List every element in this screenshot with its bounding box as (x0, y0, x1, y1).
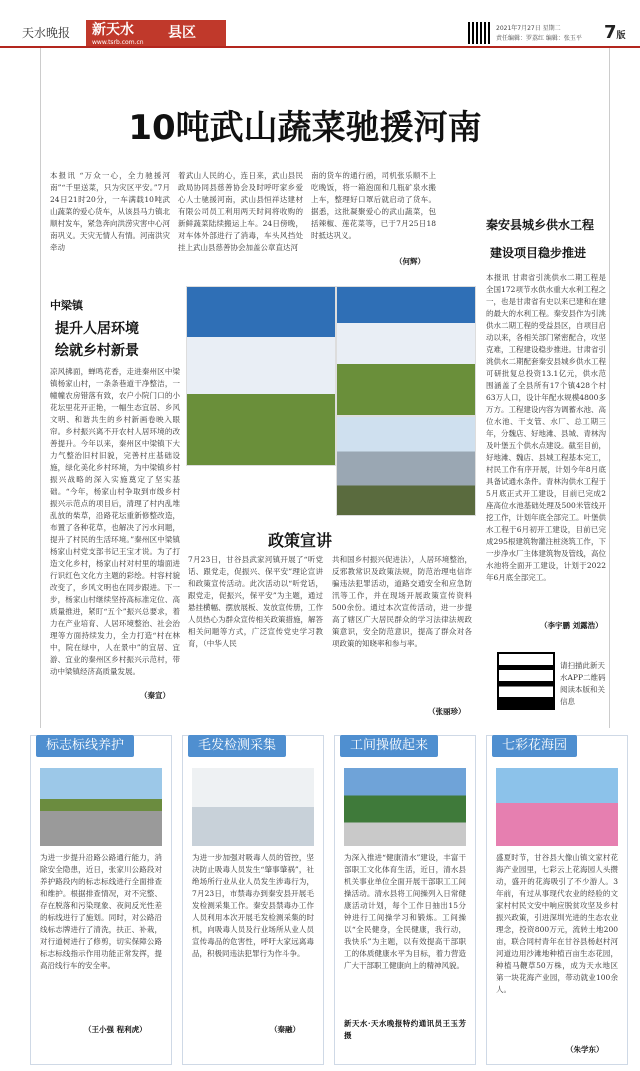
date-line: 2021年7月27日 星期二 (496, 25, 561, 32)
left-story-author: （秦宣） (140, 691, 170, 700)
brand-url: www.tsrb.com.cn (92, 39, 144, 46)
brand-name: 新天水 (92, 22, 134, 38)
left-story-body: 凉风拂面，蝉鸣花香，走进秦州区中梁镇杨家山村，一条条巷道干净整洁，一幢幢农房错落有致，农户小院门口的小花坛里花开正艳，一幅生态宜居、乡风文明、和谐共生的乡村新画卷映入眼帘。乡村振兴离不开农村人居环境的改善提升。今年以来，秦州区中梁镇下大力气整治旧村旧貌，完善村庄基础设施，绿化美化乡村环境，为中梁镇乡村振兴战略的深入实施奠定了坚实基础。“今年，杨家山村争取到市级乡村振兴示范点的项目后，清理了村内乱堆乱放的柴草，沿路花坛重新修整改造，布置了各种花草，也解决了污水问题，提升了村民的生活环境。”秦州区中梁镇杨家山村党支部书记王宝才说。为了打造文化乡村，杨家山村对村里的墙面进行识红色文化方主题的彩绘。村容村貌改变了，乡风文明也在同步跟进。下一步，杨家山村继续坚持高标准定位、高质量推进，紧盯“五个”振兴总要求，着力在产业培育、人居环境整治、社会治理等方面持续发力，全力打造“村在林中，院在绿中，人在景中”的宜居、宜游、宜业的秦州区乡村振兴示范村，带动中梁镇经济高质量发展。 (50, 367, 180, 676)
box1-tag: 标志标线养护 (36, 735, 134, 757)
right-story-title2: 建设项目稳步推进 (490, 246, 587, 260)
box4-tag: 七彩花海园 (492, 735, 577, 757)
box4-body: 盛夏时节，甘谷县大像山镇文家村花海产业园里，七彩云上花海园人头攒动，盛开的花海吸引了不少游人。3年前，有过从事现代农业的经验的文家村村民文安中响应脱贫攻坚及乡村振兴政策，引进深圳光进的生态农业理念，投资800万元，流转土地200亩，联合同村青年在甘谷县杨赵村河河道边用沙滩地种植百亩生态花园，种植马鞭草50万株，成为天水地区第一块花海产业园，带动就业100余人。 (496, 853, 618, 994)
box3-author: 新天水·天水晚报特约通讯员王玉芳 摄 (344, 1019, 466, 1040)
right-story-body: 本报讯 甘肃省引洮供水二期工程是全国172项节水供水重大水利工程之一，也是甘肃省有史以来已建和在建的最大的水利工程。秦安县作为引洮供水二期工程的受益县区，自项目启动以来，各相关部门紧密配合，攻坚克难，工程建设稳步推进。甘肃省引洮供水二期配套秦安县城乡供水工程可研批复总投资13.1亿元，供水范围涵盖了全县所有17个镇428个村63万人口，设计年配水规模4800多万方。工程建设内容为调蓄水池、高位水池、干支管、水厂、总工期三年，分魏店、好地滩、县城、青林沟及叶堡五个供水点建设。截至目前，好地滩、魏店、县城工程基本完工，村民工作有序开展，计划今年8月底具备试通水条件。青林沟供水工程于5月底正式开工建设，目前已完成2座高位水池基础处理及500米管线开挖工作，计划年底全部完工。叶堡供水工程于6月初开工建设，目前已完成295根建筑物灌注桩浇筑工作，下一步净水厂主体建筑物及管线，高位水池将全面开工建设，计划于2022年6月底全部完工。 (486, 273, 606, 582)
lead-story-col3: 南的货车的通行函，司机张乐顺不上吃晚饭，将一箱泡面和几瓶矿泉水搬上车，整理好口罩后就启动了货车。据悉，这批凝聚爱心的武山蔬菜，包括辣椒、莲花菜等，已于7月25日18时抵达巩义。 (311, 171, 436, 240)
masthead (0, 0, 640, 48)
lead-story-author: （何辉） (395, 257, 425, 266)
issue-meta (496, 24, 582, 44)
paper-name: 天水晚报 (22, 26, 71, 40)
box2-tag: 毛发检测采集 (188, 735, 286, 757)
center-story-col2: 共和国乡村振兴促进法），人居环境整治，反邪教常识及政策法规，防范治理电信诈骗违法犯罪活动，道路交通安全和应急防汛等工作，并在现场开展政策宣传资料500余份。通过本次宣传活动，进一步提高了辖区广大居民群众的学习法律法规政策意识，安全防范意识，提高了群众对各项政策的知晓率和参与率。 (332, 555, 472, 648)
policy-booth-photo (186, 286, 336, 466)
left-story-title1: 提升人居环境 (55, 321, 139, 337)
policy-volunteers-photo (336, 286, 476, 416)
road-photo (40, 768, 162, 846)
editor-line: 责任编辑：罗荔红 编辑：张玉平 (496, 35, 582, 42)
box2-author: （秦融） (270, 1025, 300, 1034)
left-story-kicker: 中梁镇 (50, 299, 83, 312)
lab-photo (192, 768, 314, 846)
box1-author: （王小强 程利虎） (84, 1025, 147, 1034)
brand-logo (86, 20, 226, 46)
qr-note: 请扫描此新天水APP二维码阅读本版和关信息 (560, 661, 606, 706)
center-story-author: （张丽珍） (428, 707, 466, 716)
headline: 10吨武山蔬菜驰援河南 (128, 108, 482, 148)
lead-story-col2: 着武山人民的心，连日来，武山县民政局协同县慈善协会及时呼吁家乡爱心人士驰援河南，武山县恒祥达建材有限公司员工利用两天时间将收购的新鲜蔬菜陆续搬运上车。24日傍晚，对车体外部进行了消毒，车头风挡处挂上武山县慈善协会加盖公章直达河 (178, 171, 303, 252)
right-story-title1: 秦安县城乡供水工程 (486, 218, 595, 232)
box3-tag: 工间操做起来 (340, 735, 438, 757)
policy-crowd-photo (336, 416, 476, 516)
lead-story-col1: 本报讯 “万众一心，全力驰援河南”“千里送菜，只为灾区平安。”7月24日21时20分，一车满载10吨武山蔬菜的爱心货车，从该县马力镇北顺村发车，紧急奔向洪涝灾害中心河南巩义。天灾无情人有情。河南洪灾牵动 (50, 171, 170, 252)
box1-body: 为进一步提升沿路公路通行能力，消除安全隐患，近日，张家川公路段对养护路段内的标志标线进行全面排查和维护。根据排查情况，对不完整、存在脱落和污染现象、夜间反光性差的标线进行了施划。同时，对公路沿线标志牌进行了清洗，扶正、补栽，对行道树进行了修剪，切实保障公路标志标线指示作用功能正常发挥，提高沿线行车的安全率。 (40, 853, 162, 970)
left-story-title2: 绘就乡村新景 (55, 343, 139, 359)
right-story-author: （李宇鹏 刘露浩） (540, 621, 603, 630)
box2-body: 为进一步加强对吸毒人员的管控，坚决防止吸毒人员发生“肇事肇祸”，社绝场所行业从业人员发生涉毒行为，7月23日，市禁毒办到秦安县开展毛发检测采集工作。秦安县禁毒办工作人员利用本次开展毛发检测采集的时机，向吸毒人员及行业场所从业人员宣传毒品的危害性，呼吁大家远离毒品，积极同违法犯罪行为作斗争。 (192, 853, 314, 958)
section-name: 县区 (168, 25, 196, 41)
app-qr-code[interactable] (497, 652, 555, 710)
exercise-photo (344, 768, 466, 846)
center-story-title: 政策宣讲 (268, 531, 333, 550)
flower-photo (496, 768, 618, 846)
box3-body: 为深入推进“健康清水”建设，丰富干部职工文化体育生活，近日，清水县机关事业单位全面开展干部职工工间操活动。清水县将工间操列入日常健康活动计划，每个工作日抽出15分钟进行工间操学习和锻炼。工间操以“全民健身，全民健康，我行动，我快乐”为主题，以有效提高干部职工的体质健康水平为目标，着力营造广大干部职工健康向上的精神风貌。 (344, 853, 466, 970)
center-story-col1: 7月23日，甘谷县武家河镇开展了“听党话、跟党走，促振兴、保平安”理论宣讲和政策宣传活动。此次活动以“听党话，跟党走，促振兴，保平安”为主题，通过悬挂横幅、摆放展板、发放宣传册，工作人员热心为群众宣传相关政策措施，解答相关问题等方式，广泛宣传党史学习教育，（中华人民 (188, 555, 323, 648)
header-qr-icon (468, 22, 490, 44)
page-number: 7版 (604, 22, 626, 43)
box4-author: （朱学东） (566, 1045, 604, 1054)
